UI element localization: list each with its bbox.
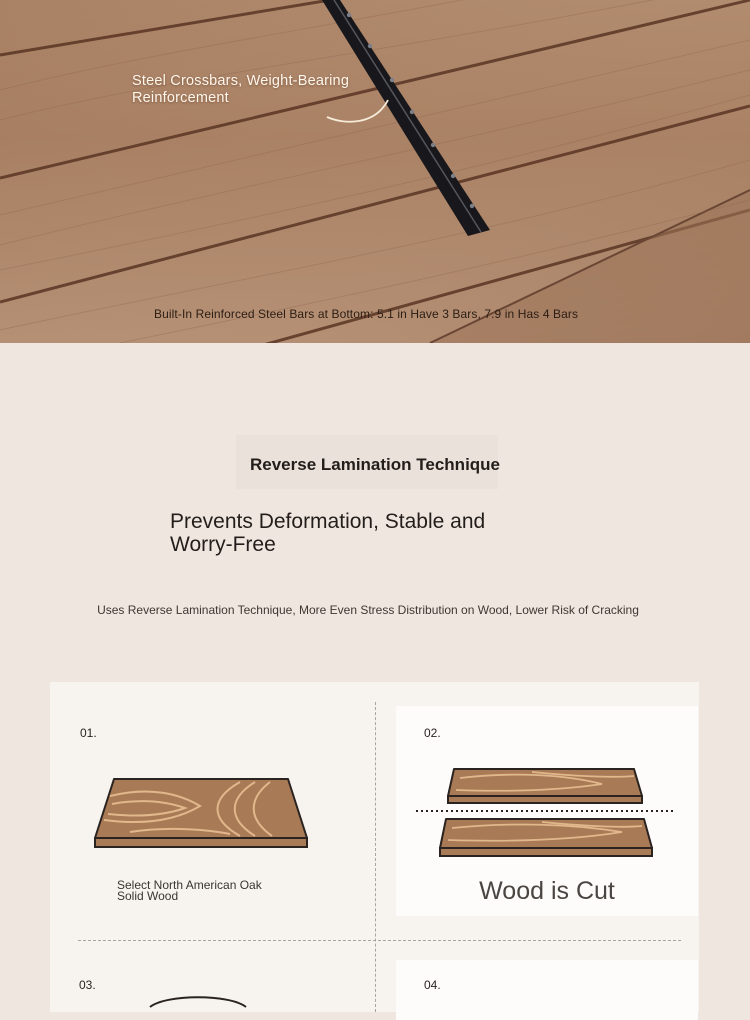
step-1-label: Select North American Oak Solid Wood bbox=[117, 878, 262, 903]
step-1-number: 01. bbox=[80, 726, 97, 740]
vertical-divider bbox=[375, 702, 376, 1012]
steel-crossbar-callout: Steel Crossbars, Weight-Bearing Reinforcement bbox=[132, 73, 350, 106]
step-2-label: Wood is Cut bbox=[479, 877, 615, 905]
round-icon bbox=[146, 988, 250, 1008]
wood-surface-illustration bbox=[0, 0, 750, 343]
step-4-panel bbox=[396, 960, 698, 1020]
step-2-number: 02. bbox=[424, 726, 441, 740]
step-3-number: 03. bbox=[79, 978, 96, 992]
step-4-number: 04. bbox=[424, 978, 441, 992]
cut-board-icon bbox=[412, 764, 680, 860]
horizontal-divider bbox=[78, 940, 681, 941]
section-description: Uses Reverse Lamination Technique, More Even Stress Distribution on Wood, Lower Risk of Cracking bbox=[97, 603, 639, 617]
oak-board-icon bbox=[90, 774, 320, 854]
process-steps-card bbox=[50, 682, 699, 1012]
section-title: Reverse Lamination Technique bbox=[249, 455, 501, 474]
section-title-wrapper bbox=[0, 455, 750, 475]
section-heading: Prevents Deformation, Stable and Worry-Free bbox=[170, 510, 486, 556]
steel-bars-caption: Built-In Reinforced Steel Bars at Bottom: 5.1 in Have 3 Bars, 7.9 in Has 4 Bars bbox=[154, 307, 579, 321]
wood-photo bbox=[0, 0, 750, 343]
